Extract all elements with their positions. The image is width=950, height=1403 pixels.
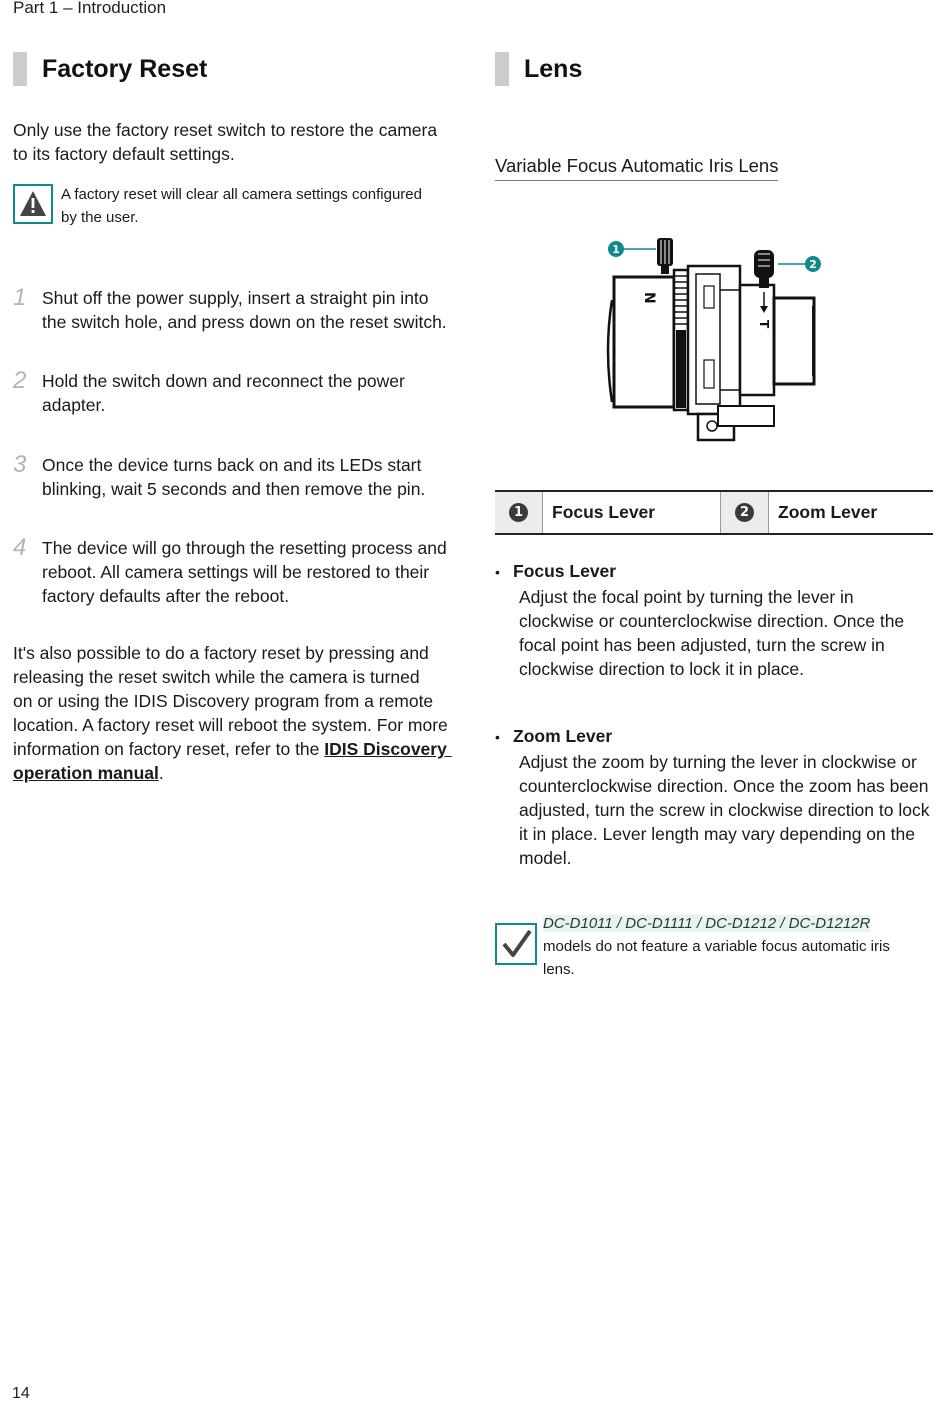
step-line: blinking, wait 5 seconds and then remove the pin. [42, 479, 426, 499]
heading-bar [495, 52, 509, 86]
intro-line: to its factory default settings. [13, 144, 235, 164]
extra-line: information on factory reset, refer to the [13, 739, 325, 759]
bullet-line: focal point has been adjusted, turn the screw in [519, 635, 885, 655]
operation-manual-link[interactable]: operation manual [13, 763, 159, 783]
lens-diagram [600, 230, 830, 450]
bullet-title: Focus Lever [513, 561, 617, 581]
bullet-line: it in place. Lever length may vary depending on the [519, 824, 915, 844]
bullet-dot: • [495, 728, 500, 745]
step-line: factory defaults after the reboot. [42, 586, 290, 606]
checkmark-icon [495, 923, 537, 965]
step-number: 1 [13, 284, 27, 311]
step-number: 3 [13, 451, 27, 478]
step-3 [13, 451, 425, 501]
step-line: Hold the switch down and reconnect the power [42, 371, 405, 391]
factory-reset-intro [13, 118, 437, 166]
idis-discovery-link[interactable]: IDIS Discovery [324, 739, 452, 759]
bullet-zoom-lever [495, 726, 945, 870]
bullet-dot: • [495, 563, 500, 580]
step-1 [13, 284, 447, 334]
legend-number-badge: 1 [509, 503, 528, 522]
extra-line: on or using the IDIS Discovery program from a remote [13, 691, 434, 711]
link-period: . [158, 763, 164, 783]
extra-line: It's also possible to do a factory reset by pressing and [13, 643, 429, 663]
step-line: the switch hole, and press down on the reset switch. [42, 312, 447, 332]
tele-mark: T [757, 320, 771, 329]
factory-reset-heading [13, 52, 207, 86]
near-mark: N [641, 292, 657, 304]
model-list: DC-D1011 / DC-D1111 / DC-D1212 / DC-D1212R [543, 915, 871, 932]
caution-line: by the user. [61, 209, 139, 226]
bullet-line: adjusted, turn the screw in clockwise direction to lock [519, 800, 930, 820]
lens-legend-table [495, 490, 933, 535]
extra-line: releasing the reset switch while the camera is turned [13, 667, 420, 687]
caution-text [61, 183, 422, 229]
page-number: 14 [12, 1385, 30, 1402]
step-line: Once the device turns back on and its LEDs start [42, 455, 422, 475]
step-4 [13, 534, 447, 608]
lens-heading [495, 52, 582, 86]
legend-number-badge: 2 [735, 503, 754, 522]
caution-icon [13, 184, 53, 224]
factory-reset-extra [13, 641, 463, 785]
legend-label-focus: Focus Lever [543, 492, 721, 533]
step-line: adapter. [42, 395, 106, 415]
step-line: The device will go through the resetting process and [42, 538, 447, 558]
factory-reset-title: Factory Reset [42, 54, 208, 83]
step-number: 2 [13, 367, 27, 394]
callout-2-number: 2 [809, 258, 817, 271]
bullet-title: Zoom Lever [513, 726, 613, 746]
callout-1-number: 1 [612, 243, 620, 256]
legend-label-zoom: Zoom Lever [778, 502, 878, 522]
step-line: Shut off the power supply, insert a straight pin into [42, 288, 429, 308]
note-line: models do not feature a variable focus automatic iris [543, 938, 890, 955]
bullet-line: counterclockwise direction. Once the zoom has been [519, 776, 929, 796]
step-line: reboot. All camera settings will be restored to their [42, 562, 430, 582]
bullet-line: clockwise or counterclockwise direction. Once the [519, 611, 905, 631]
legend-num-cell [721, 492, 769, 533]
part-title: Part 1 – Introduction [13, 0, 167, 17]
note-line: lens. [543, 961, 575, 978]
bullet-focus-lever [495, 561, 945, 681]
lens-subtitle: Variable Focus Automatic Iris Lens [495, 155, 778, 181]
legend-num-cell [495, 492, 543, 533]
step-2 [13, 367, 405, 417]
bullet-line: Adjust the focal point by turning the lever in [519, 587, 854, 607]
lens-title: Lens [524, 54, 583, 83]
intro-line: Only use the factory reset switch to restore the camera [13, 120, 438, 140]
model-note [543, 912, 943, 981]
caution-line: A factory reset will clear all camera settings configured [61, 186, 422, 203]
extra-line: location. A factory reset will reboot the system. For more [13, 715, 448, 735]
heading-bar [13, 52, 27, 86]
step-number: 4 [13, 534, 27, 561]
bullet-line: model. [519, 848, 572, 868]
bullet-line: Adjust the zoom by turning the lever in clockwise or [519, 752, 917, 772]
bullet-line: clockwise direction to lock it in place. [519, 659, 804, 679]
